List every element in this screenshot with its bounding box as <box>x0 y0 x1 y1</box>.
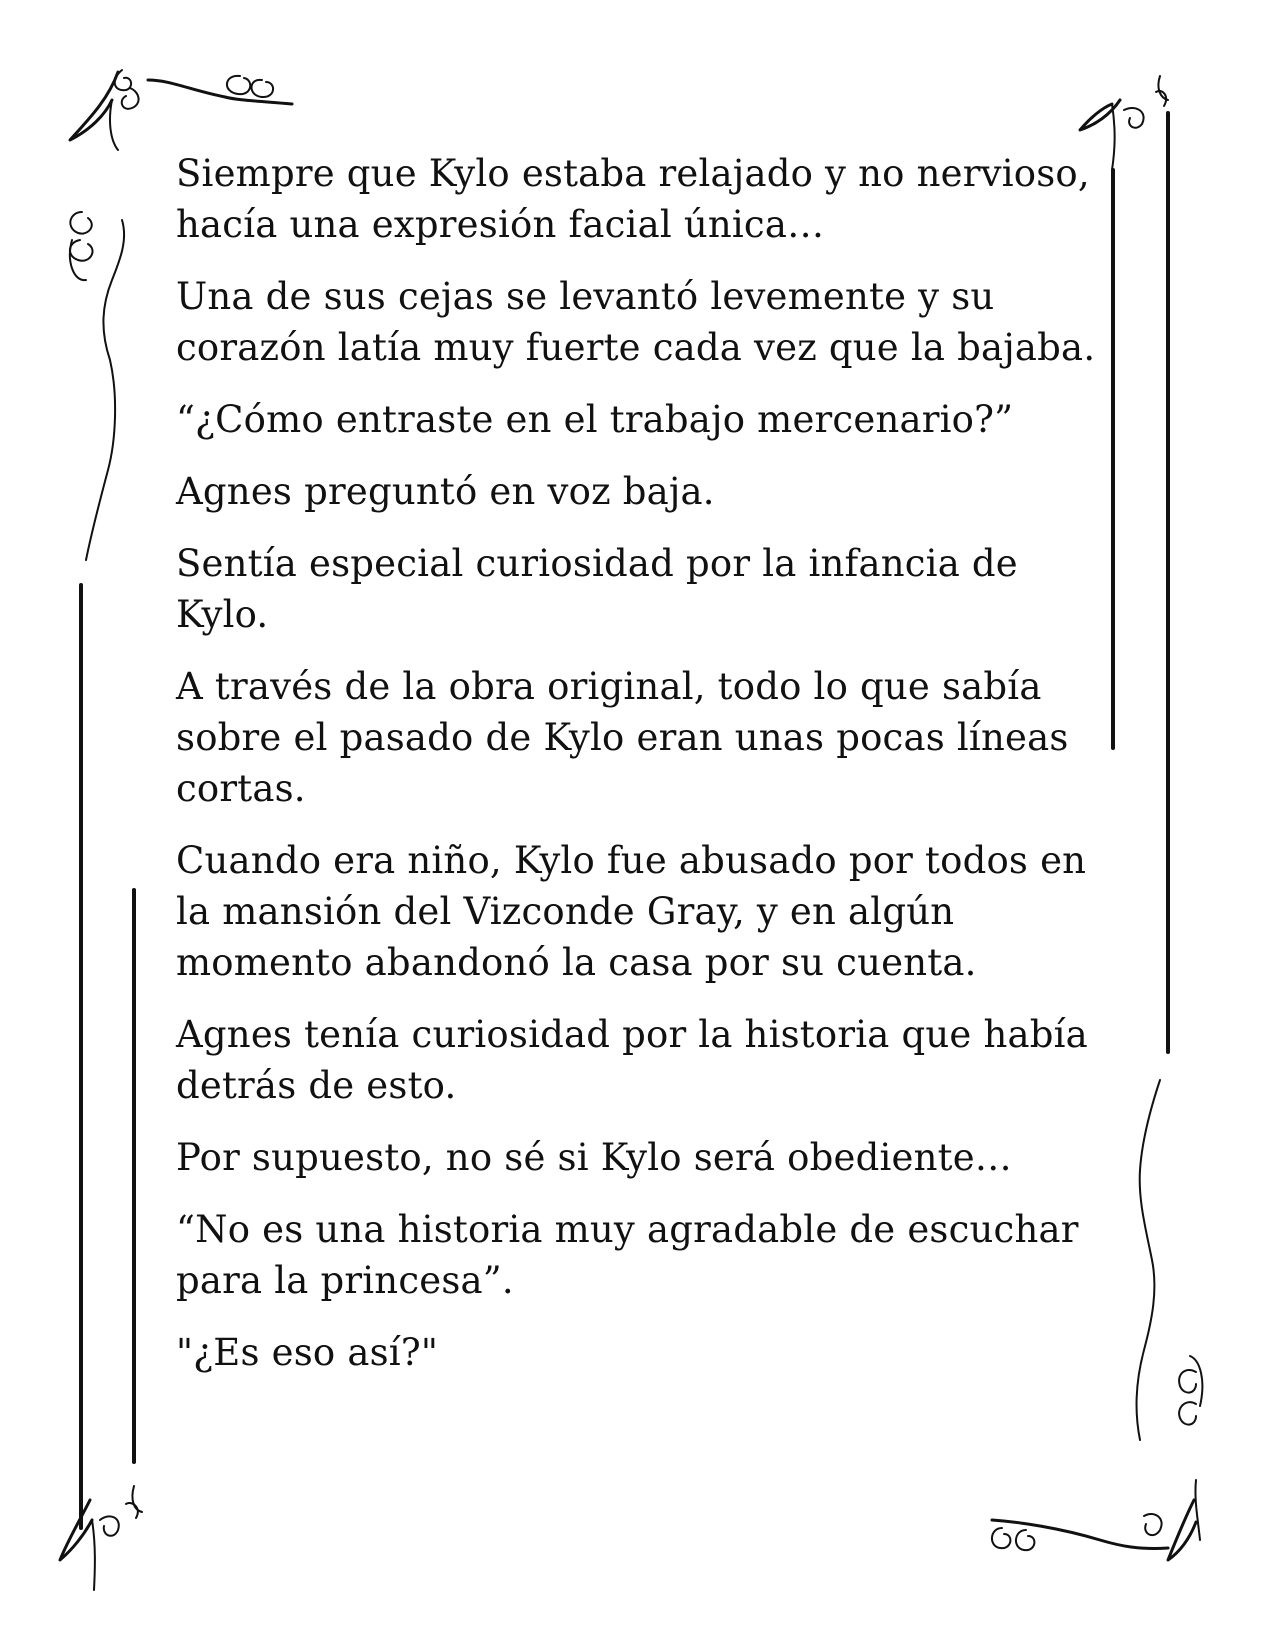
paragraph: Agnes preguntó en voz baja. <box>176 470 715 513</box>
paragraph: "¿Es eso así?" <box>176 1331 439 1374</box>
paragraph: Por supuesto, no sé si Kylo será obediente… <box>176 1136 1013 1179</box>
paragraph: “¿Cómo entraste en el trabajo mercenario?” <box>176 398 1014 441</box>
paragraph: “No es una historia muy agradable de escuchar para la princesa”. <box>176 1208 1079 1302</box>
document-text <box>176 148 1106 1399</box>
paragraph: Agnes tenía curiosidad por la historia que había detrás de esto. <box>176 1013 1088 1107</box>
paragraph: Sentía especial curiosidad por la infancia de Kylo. <box>176 542 1018 636</box>
flourish-bottom-left-icon <box>60 1486 142 1590</box>
paragraph: A través de la obra original, todo lo que sabía sobre el pasado de Kylo eran unas pocas líneas cortas. <box>176 665 1069 810</box>
paragraph: Siempre que Kylo estaba relajado y no nervioso, hacía una expresión facial única… <box>176 152 1090 246</box>
paragraph: Una de sus cejas se levantó levemente y su corazón latía muy fuerte cada vez que la bajaba. <box>176 275 1096 369</box>
paragraph: Cuando era niño, Kylo fue abusado por todos en la mansión del Vizconde Gray, y en algún momento abandonó la casa por su cuenta. <box>176 839 1087 984</box>
